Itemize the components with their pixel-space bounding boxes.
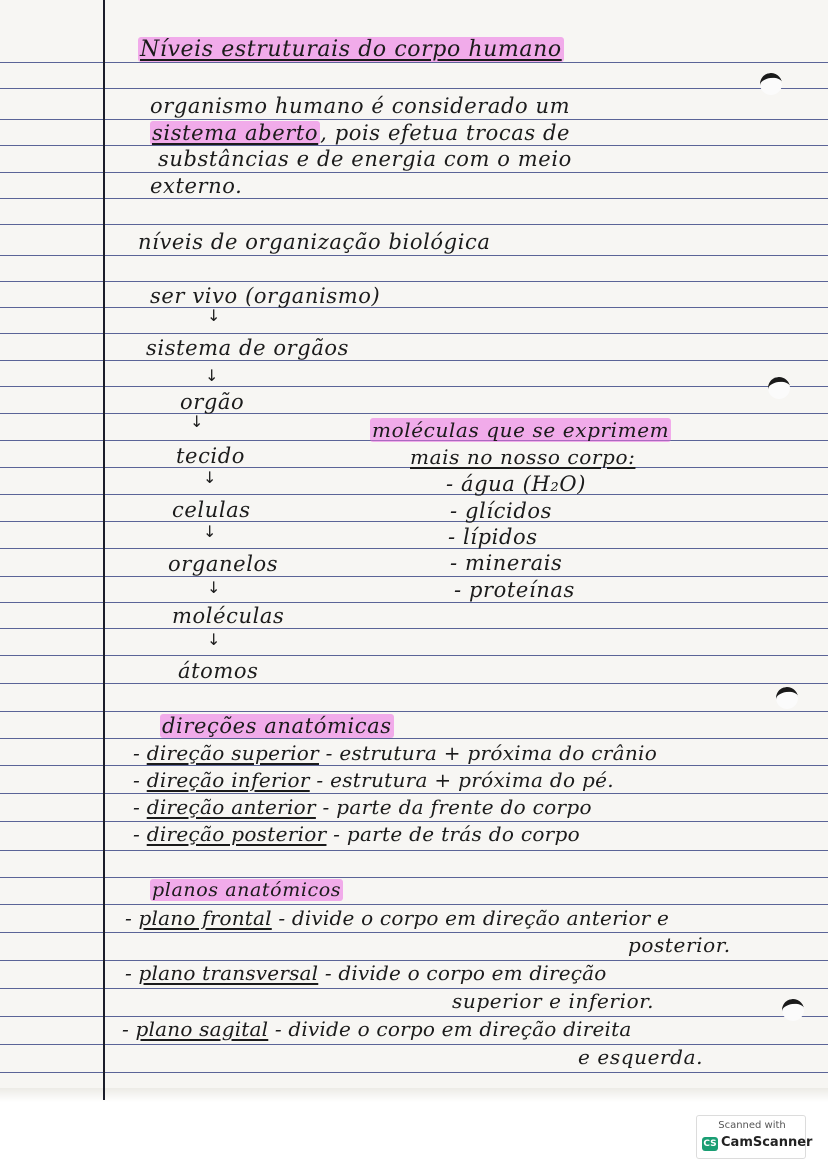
intro-line-2-rest: , pois efetua trocas de <box>320 121 571 145</box>
direction-term: direção posterior <box>146 822 327 846</box>
planes-heading <box>150 878 343 902</box>
ruled-line <box>0 988 828 989</box>
direction-prefix: - <box>133 795 147 819</box>
plane-prefix: - <box>122 1017 136 1041</box>
plane-prefix: - <box>125 961 139 985</box>
plane-item-continuation: posterior. <box>628 933 731 957</box>
intro-line-4: externo. <box>150 174 243 198</box>
planes-heading-text: planos anatómicos <box>152 879 342 901</box>
plane-term: plano transversal <box>138 961 319 985</box>
down-arrow-icon: ↓ <box>207 578 221 597</box>
molecules-heading-2 <box>410 445 635 469</box>
down-arrow-icon: ↓ <box>207 630 221 649</box>
down-arrow-icon: ↓ <box>203 522 217 541</box>
direction-item <box>133 795 592 819</box>
molecules-heading-1 <box>370 418 671 442</box>
plane-desc: - divide o corpo em direção anterior e <box>271 906 670 930</box>
ruled-line <box>0 494 828 495</box>
ruled-line <box>0 628 828 629</box>
ruled-line <box>0 62 828 63</box>
ruled-line <box>0 333 828 334</box>
level-item: tecido <box>176 444 246 468</box>
intro-line-2 <box>150 121 570 145</box>
direction-desc: - estrutura + próxima do pé. <box>309 768 614 792</box>
direction-desc: - parte da frente do corpo <box>315 795 592 819</box>
ruled-line <box>0 655 828 656</box>
molecule-item: - minerais <box>450 551 563 575</box>
ruled-line <box>0 281 828 282</box>
ruled-line <box>0 307 828 308</box>
ruled-line <box>0 576 828 577</box>
intro-line-1: organismo humano é considerado um <box>150 94 571 118</box>
ruled-line <box>0 738 828 739</box>
directions-heading-text: direções anatómicas <box>162 714 392 738</box>
direction-term: direção anterior <box>146 795 316 819</box>
molecule-item: - glícidos <box>450 499 552 523</box>
ruled-line <box>0 255 828 256</box>
ruled-line <box>0 683 828 684</box>
intro-line-3: substâncias e de energia com o meio <box>158 147 572 171</box>
level-item: átomos <box>178 659 259 683</box>
watermark-brand: CamScanner <box>721 1135 813 1150</box>
plane-item-continuation: e esquerda. <box>578 1045 704 1069</box>
level-item: ser vivo (organismo) <box>150 284 381 308</box>
plane-desc: - divide o corpo em direção direita <box>268 1017 632 1041</box>
ruled-line <box>0 360 828 361</box>
molecules-heading-2-text: mais no nosso corpo: <box>410 445 636 469</box>
ruled-line <box>0 521 828 522</box>
camscanner-watermark <box>696 1115 813 1159</box>
highlight-open-system: sistema aberto <box>152 121 319 145</box>
ruled-line <box>0 1044 828 1045</box>
ruled-line <box>0 765 828 766</box>
direction-term: direção superior <box>146 741 319 765</box>
level-item: organelos <box>168 552 279 576</box>
molecules-heading-1-text: moléculas que se exprimem <box>372 418 670 442</box>
plane-desc: - divide o corpo em direção <box>318 961 607 985</box>
margin-line <box>103 0 105 1100</box>
camscanner-logo-icon: CS <box>703 1139 717 1149</box>
plane-item <box>125 906 669 930</box>
plane-item-continuation: superior e inferior. <box>452 989 655 1013</box>
ruled-line <box>0 386 828 387</box>
plane-item <box>122 1017 631 1041</box>
watermark-caption: Scanned with <box>718 1120 786 1131</box>
ruled-line <box>0 88 828 89</box>
page-title-text: Níveis estruturais do corpo humano <box>140 37 562 62</box>
ruled-line <box>0 711 828 712</box>
plane-term: plano sagital <box>135 1017 269 1041</box>
level-item: orgão <box>180 390 245 414</box>
plane-term: plano frontal <box>138 906 272 930</box>
molecule-item: - água (H₂O) <box>446 472 586 496</box>
ruled-line <box>0 172 828 173</box>
plane-prefix: - <box>125 906 139 930</box>
direction-desc: - parte de trás do corpo <box>326 822 580 846</box>
direction-desc: - estrutura + próxima do crânio <box>318 741 658 765</box>
ruled-line <box>0 602 828 603</box>
direction-item <box>133 768 614 792</box>
direction-term: direção inferior <box>146 768 310 792</box>
level-item: sistema de orgãos <box>146 336 350 360</box>
ruled-line <box>0 877 828 878</box>
direction-item <box>133 822 580 846</box>
down-arrow-icon: ↓ <box>203 468 217 487</box>
ruled-line <box>0 850 828 851</box>
level-item: celulas <box>172 498 251 522</box>
direction-prefix: - <box>133 768 147 792</box>
level-item: moléculas <box>172 604 285 628</box>
down-arrow-icon: ↓ <box>205 366 219 385</box>
plane-item <box>125 961 607 985</box>
page-shadow <box>0 1088 828 1102</box>
directions-heading <box>160 714 394 738</box>
ruled-line <box>0 198 828 199</box>
ruled-line <box>0 1072 828 1073</box>
molecule-item: - lípidos <box>448 525 538 549</box>
down-arrow-icon: ↓ <box>207 306 221 325</box>
ruled-line <box>0 413 828 414</box>
direction-prefix: - <box>133 822 147 846</box>
ruled-line <box>0 224 828 225</box>
direction-prefix: - <box>133 741 147 765</box>
ruled-line <box>0 548 828 549</box>
levels-heading: níveis de organização biológica <box>138 230 491 254</box>
down-arrow-icon: ↓ <box>190 412 204 431</box>
direction-item <box>133 741 657 765</box>
molecule-item: - proteínas <box>454 578 575 602</box>
page-title <box>138 38 564 62</box>
